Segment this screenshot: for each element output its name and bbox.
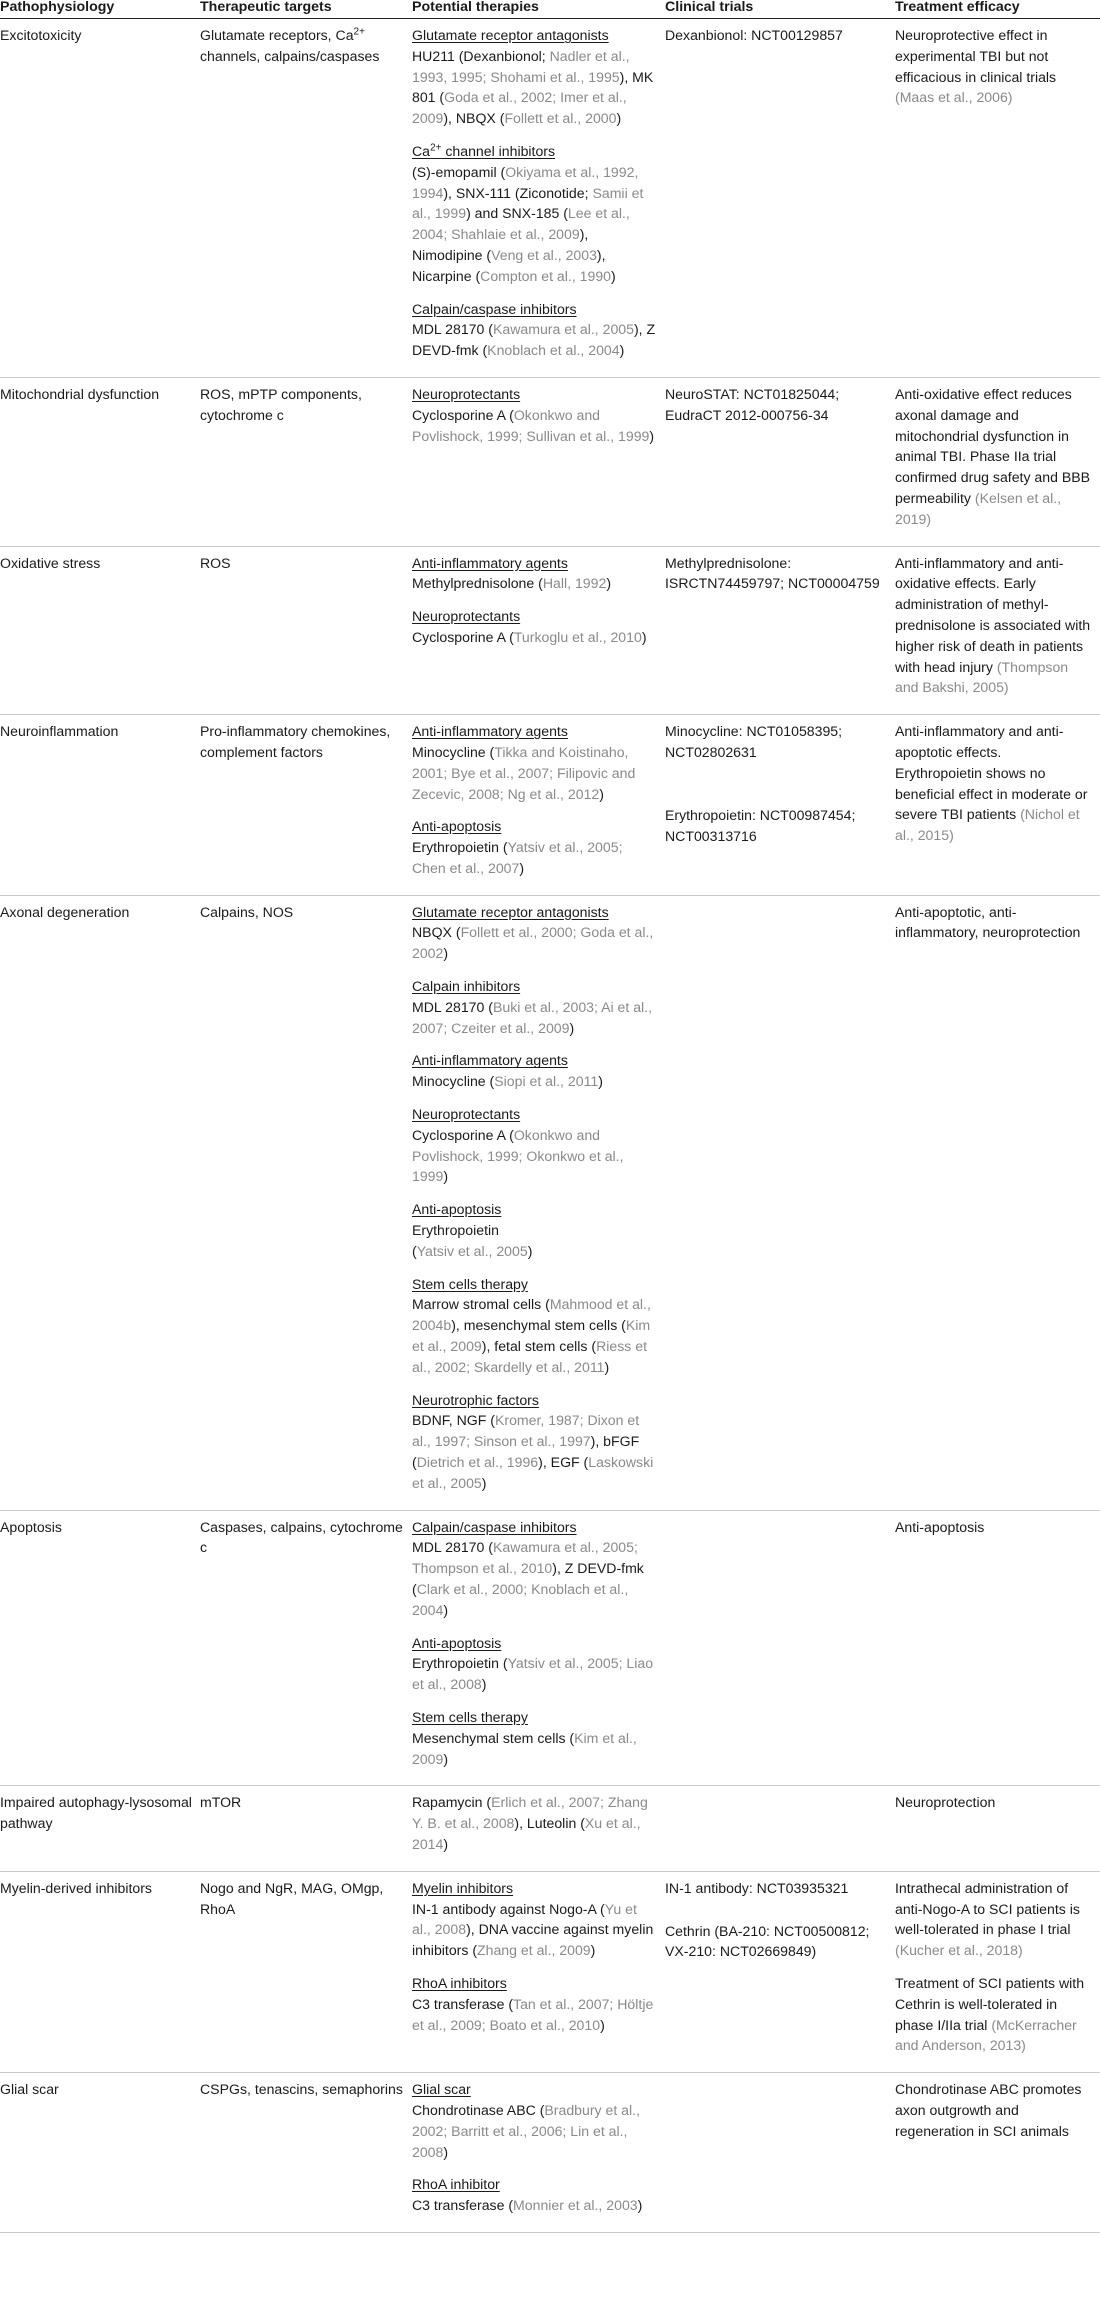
therapy-group [412,553,657,595]
text-run: Chondrotinase ABC promotes axon outgrowth and regeneration in SCI animals [895,2081,1082,2139]
trial-entry [665,1921,887,1963]
text-run: Cethrin (BA-210: NCT00500812; VX-210: NCT02669849) [665,1922,870,1960]
text-run: IN-1 antibody: NCT03935321 [665,1879,849,1896]
pathophysiology-cell: Impaired autophagy-lysosomal pathway [0,1786,200,1871]
citation: (Kucher et al., 2018) [895,1942,1023,1959]
text-run: ), EGF ( [538,1454,589,1471]
table-row [0,546,1100,715]
citation: Mahmood et al., 2004b [412,1296,651,1334]
therapy-group [412,384,657,446]
citation: (Thompson and Bakshi, 2005) [895,658,1069,696]
treatment-efficacy-cell [895,715,1100,896]
therapy-heading-text: Neurotrophic factors [412,1391,539,1408]
text-run: Treatment of SCI patients with Cethrin is well-tolerated in phase I/IIa trial [895,1974,1085,2033]
text-run: Minocycline ( [412,743,495,760]
therapy-heading [412,1973,657,1994]
potential-therapies-cell [412,1786,665,1871]
therapy-heading-text: Anti-apoptosis [412,1201,502,1218]
spacer [665,1899,887,1921]
pathophysiology-cell: Axonal degeneration [0,895,200,1510]
text-run: (S)-emopamil ( [412,163,506,180]
therapy-group [412,141,657,287]
citation: Yatsiv et al., 2005; Liao et al., 2008 [412,1655,654,1693]
trial-entry [665,384,887,426]
therapy-text [412,1653,657,1695]
therapy-text [412,573,657,594]
therapy-group [412,1792,657,1854]
citation: (Maas et al., 2006) [895,89,1013,106]
potential-therapies-cell [412,546,665,715]
text-run: MDL 28170 ( [412,321,493,338]
text-run: ) [527,1242,533,1259]
text-run: ), Z DEVD-fmk ( [412,1560,644,1597]
therapy-heading [412,902,657,923]
text-run: ) [481,1474,487,1491]
text-run: Erythropoietin [412,1222,499,1239]
therapy-group [412,1707,657,1769]
citation: Compton et al., 1990 [480,267,611,284]
therapy-group [412,721,657,804]
citation: Tan et al., 2007; Höltje et al., 2009; Boato et al., 2010 [412,1995,654,2033]
therapy-text [412,997,657,1039]
therapy-heading [412,553,657,574]
citation: Okiyama et al., 1992, 1994 [412,163,639,201]
therapy-text [412,837,657,879]
potential-therapies-cell [412,715,665,896]
citation: Xu et al., 2014 [412,1815,641,1852]
citation: Zhang et al., 2009 [477,1942,591,1959]
treatment-efficacy-cell [895,1510,1100,1786]
therapy-text [412,405,657,447]
header-clinical-trials: Clinical trials [665,0,895,19]
text-run: ), mesenchymal stem cells ( [451,1317,626,1334]
therapy-heading [412,1274,657,1295]
therapy-heading [412,721,657,742]
therapy-heading-text: Glutamate receptor antagonists [412,27,609,43]
therapy-heading-text: Anti-inflammatory agents [412,554,568,571]
therapy-group [412,1274,657,1378]
therapy-group [412,606,657,648]
text-run: Rapamycin ( [412,1794,492,1811]
text-run: Methylprednisolone: ISRCTN74459797; NCT00004759 [665,554,880,592]
therapy-heading [412,1199,657,1220]
therapeutic-targets-cell: mTOR [200,1786,412,1871]
therapy-group [412,1104,657,1187]
treatment-efficacy-cell [895,377,1100,546]
therapy-heading-text: Stem cells therapy [412,1708,528,1725]
clinical-trials-cell [665,895,895,1510]
pathophysiology-cell: Neuroinflammation [0,715,200,896]
treatment-efficacy-cell [895,1871,1100,2072]
citation: Dietrich et al., 1996 [416,1454,539,1471]
therapeutic-targets-cell: ROS [200,546,412,715]
text-run: Chondrotinase ABC ( [412,2101,545,2118]
potential-therapies-cell [412,19,665,378]
treatment-efficacy-cell [895,895,1100,1510]
superscript: 2+ [353,26,365,38]
clinical-trials-cell [665,1510,895,1786]
therapy-group [412,1517,657,1621]
therapy-heading [412,2079,657,2100]
text-run: ), MK 801 ( [412,68,654,106]
citation: Monnier et al., 2003 [513,2197,638,2214]
text-run: ) [606,575,612,592]
text-run: Anti-inflammatory and anti-apoptotic effects. Erythropoietin shows no beneficial effect in moderate or severe TBI patients [895,723,1088,823]
therapy-group [412,1878,657,1961]
text-run: Cyclosporine A ( [412,406,514,423]
pathophysiology-cell: Oxidative stress [0,546,200,715]
therapy-text [412,1294,657,1377]
pathophysiology-cell: Myelin-derived inhibitors [0,1871,200,2072]
citation: Laskowski et al., 2005 [412,1454,654,1491]
text-run: ), Nicarpine ( [412,246,606,284]
potential-therapies-cell [412,377,665,546]
text-run: ), DNA vaccine against myelin inhibitors ( [412,1921,654,1959]
text-run: ) [604,1358,610,1375]
table-row [0,1510,1100,1786]
text-run: ) [519,859,525,876]
therapy-text [412,1728,657,1770]
text-run: Marrow stromal cells ( [412,1296,550,1313]
therapy-heading-text: Neuroprotectants [412,385,521,402]
citation: Lee et al., 2004; Shahlaie et al., 2009 [412,205,630,243]
text-run: Cyclosporine A ( [412,1126,514,1143]
therapy-heading-text: Anti-apoptosis [412,818,502,835]
text-run: ) [598,1073,603,1090]
text-run: ), NBQX ( [443,110,505,127]
citation: Hall, 1992 [542,575,607,592]
text-run: ), SNX-111 (Ziconotide; [443,184,593,201]
text-run: ), Nimodipine ( [412,226,589,263]
header-row [0,0,1100,19]
text-run: Erythropoietin ( [412,1655,508,1672]
header-potential-therapies: Potential therapies [412,0,665,19]
efficacy-entry [895,1973,1092,2056]
table-row [0,895,1100,1510]
therapy-heading [412,1104,657,1125]
text-run: ) [569,1019,575,1036]
citation: Kawamura et al., 2005 [492,321,634,338]
text-run: ), fetal stem cells ( [481,1338,597,1355]
clinical-trials-cell [665,546,895,715]
therapy-group [412,1390,657,1494]
citation: Goda et al., 2002; Imer et al., 2009 [412,89,627,127]
citation: Siopi et al., 2011 [494,1073,599,1090]
text-run: C3 transferase ( [412,1995,514,2012]
citation: Okonkwo and Povlishock, 1999; Sullivan et al., 1999 [412,406,650,444]
citation: Samii et al., 1999 [412,184,644,222]
therapy-heading-text: Myelin inhibitors [412,1879,514,1896]
potential-therapies-cell [412,895,665,1510]
citation: (McKerracher and Anderson, 2013) [895,2016,1077,2054]
therapy-text [412,1899,657,1961]
therapy-heading [412,976,657,997]
table-row [0,1786,1100,1871]
therapeutic-targets-cell: Caspases, calpains, cytochrome c [200,1510,412,1786]
citation: Kawamura et al., 2005; Thompson et al., 2010 [412,1539,638,1577]
therapeutic-targets-cell: ROS, mPTP components, cytochrome c [200,377,412,546]
text-run: ) [443,1168,449,1185]
text-run: ), bFGF ( [412,1433,640,1471]
text-run: ) [443,1750,449,1767]
text-run: Glutamate receptors, Ca [200,27,354,43]
text-run: ( [412,1242,417,1259]
citation: Tikka and Koistinaho, 2001; Bye et al., 2007; Filipovic and Zecevic, 2008; Ng et al., 2012 [412,743,636,802]
therapy-text [412,1125,657,1187]
potential-therapies-cell [412,2073,665,2233]
trial-entry [665,805,887,847]
text-run: ) [641,628,647,645]
therapeutic-targets-cell: Pro-inflammatory chemokines, complement factors [200,715,412,896]
text-run: Neuroprotective effect in experimental TBI but not efficacious in clinical trials [895,27,1057,85]
trial-entry [665,553,887,595]
pathophysiology-cell: Mitochondrial dysfunction [0,377,200,546]
therapy-group [412,2079,657,2162]
therapy-group [412,1973,657,2035]
efficacy-entry [895,1878,1092,1961]
text-run: Anti-apoptotic, anti-inflammatory, neuroprotection [895,903,1081,941]
clinical-trials-cell [665,715,895,896]
clinical-trials-cell [665,2073,895,2233]
therapy-text [412,319,657,361]
text-run: MDL 28170 ( [412,998,493,1015]
treatment-efficacy-cell [895,1786,1100,1871]
text-run: NBQX ( [412,924,461,941]
potential-therapies-cell [412,1510,665,1786]
spacer [665,763,887,805]
pathophysiology-cell: Glial scar [0,2073,200,2233]
therapy-text [412,2195,657,2216]
citation: Nadler et al., 1993, 1995; Shohami et al., 1995 [412,47,630,85]
therapy-heading-text: Neuroprotectants [412,1106,521,1123]
header-treatment-efficacy: Treatment efficacy [895,0,1100,19]
therapy-group [412,2174,657,2216]
therapy-heading-text: Anti-inflammatory agents [412,1052,568,1069]
therapy-group [412,1199,657,1261]
text-run: NeuroSTAT: NCT01825044; EudraCT 2012-000756-34 [665,385,840,423]
superscript: 2+ [430,142,442,154]
text-run: Erythropoietin: NCT00987454; NCT00313716 [665,806,856,844]
pathophysiology-cell: Excitotoxicity [0,19,200,378]
citation: Knoblach et al., 2004 [487,342,620,359]
potential-therapies-cell [412,1871,665,2072]
therapy-group [412,25,657,129]
text-run: Dexanbionol: NCT00129857 [665,27,843,43]
citation: Veng et al., 2003 [491,246,597,263]
therapy-heading-text: Glial scar [412,2081,471,2098]
therapy-heading-text: RhoA inhibitor [412,2176,500,2193]
therapy-heading [412,384,657,405]
treatment-efficacy-cell [895,2073,1100,2233]
text-run: ) [443,2143,449,2160]
therapy-text [412,1994,657,2036]
text-run: Minocycline ( [412,1073,495,1090]
therapy-heading [412,141,657,162]
clinical-trials-cell [665,377,895,546]
therapy-heading-text: Anti-inflammatory agents [412,723,568,740]
table-row [0,377,1100,546]
text-run: Anti-inflammatory and anti-oxidative effects. Early administration of methyl-prednisolone is associated with higher risk of death in patients with head injury [895,554,1091,675]
therapy-heading [412,299,657,320]
table-row [0,2073,1100,2233]
therapy-group [412,902,657,964]
text-run: ) [481,1676,487,1693]
citation: Kromer, 1987; Dixon et al., 1997; Sinson et al., 1997 [412,1412,640,1450]
clinical-trials-cell [665,19,895,378]
therapy-text [412,162,657,287]
therapy-text [412,2100,657,2162]
text-run: ) [443,1835,449,1852]
trial-entry [665,1878,887,1899]
therapy-heading-text: Calpain/caspase inhibitors [412,1518,577,1535]
citation: Buki et al., 2003; Ai et al., 2007; Czeiter et al., 2009 [412,998,652,1036]
text-run: ) [600,2016,605,2033]
table-body [0,19,1100,2233]
text-run: Cyclosporine A ( [412,628,514,645]
citation: Follett et al., 2000; Goda et al., 2002 [412,924,654,962]
text-run: Intrathecal administration of anti-Nogo-A to SCI patients is well-tolerated in phase I trial [895,1879,1080,1938]
citation: Kim et al., 2009 [412,1729,637,1767]
text-run: ) [599,785,604,802]
clinical-trials-cell [665,1786,895,1871]
therapy-text [412,742,657,804]
therapy-heading [412,1390,657,1411]
text-run: Erythropoietin ( [412,839,508,856]
text-run: ) [443,945,449,962]
table-row [0,1871,1100,2072]
therapy-group [412,816,657,878]
therapy-heading [412,1050,657,1071]
therapy-heading-text: Calpain/caspase inhibitors [412,300,577,317]
therapeutic-targets-cell: Calpains, NOS [200,895,412,1510]
header-pathophysiology: Pathophysiology [0,0,200,19]
therapeutic-targets-cell: Nogo and NgR, MAG, OMgp, RhoA [200,1871,412,2072]
text-run: ) [616,110,622,127]
therapy-heading [412,2174,657,2195]
therapy-heading [412,1517,657,1538]
therapy-heading-text: $Ca^{2+}$ channel inhibitors [412,142,556,159]
therapy-group [412,1050,657,1092]
trial-entry [665,25,887,46]
therapy-heading-text: RhoA inhibitors [412,1974,507,1991]
therapy-group [412,1633,657,1695]
header-therapeutic-targets: Therapeutic targets [200,0,412,19]
citation: Yu et al., 2008 [412,1900,637,1938]
text-run: Anti-apoptosis [895,1518,985,1535]
therapy-text [412,46,657,129]
citation: Follett et al., 2000 [504,110,617,127]
citation: (Kelsen et al., 2019) [895,489,1062,527]
therapy-group [412,976,657,1038]
therapy-text [412,1792,657,1854]
text-run: ) and SNX-185 ( [466,205,568,222]
therapy-heading [412,1707,657,1728]
therapy-heading-text: Neuroprotectants [412,608,521,625]
text-run: Mesenchymal stem cells ( [412,1729,575,1746]
text-run: C3 transferase ( [412,2197,514,2214]
text-run: ) [637,2197,643,2214]
text-run: MDL 28170 ( [412,1539,493,1556]
therapy-heading-text: Glutamate receptor antagonists [412,903,609,920]
table-row [0,19,1100,378]
therapy-heading [412,816,657,837]
citation: (Nichol et al., 2015) [895,806,1080,844]
text-run: Neuroprotection [895,1794,996,1811]
clinical-trials-cell [665,1871,895,2072]
text-run: IN-1 antibody against Nogo-A ( [412,1900,605,1917]
therapy-heading-text: Anti-apoptosis [412,1634,502,1651]
text-run: ) [443,1601,449,1618]
citation: Clark et al., 2000; Knoblach et al., 2004 [412,1581,629,1618]
table-row [0,715,1100,896]
citation: Yatsiv et al., 2005 [416,1242,528,1259]
text-run: ) [619,342,625,359]
text-run: BDNF, NGF ( [412,1412,495,1429]
therapy-text [412,1537,657,1620]
text-run: ) [590,1942,596,1959]
pathophysiology-cell: Apoptosis [0,1510,200,1786]
citation: Kim et al., 2009 [412,1317,651,1355]
citation: Yatsiv et al., 2005; Chen et al., 2007 [412,839,623,876]
therapy-heading [412,1878,657,1899]
therapy-text [412,1410,657,1493]
treatment-efficacy-cell [895,19,1100,378]
therapy-text [412,922,657,964]
text-run: ), Z DEVD-fmk ( [412,321,656,359]
citation: Erlich et al., 2007; Zhang Y. B. et al., 2008 [412,1794,648,1832]
text-run: Anti-oxidative effect reduces axonal damage and mitochondrial dysfunction in animal TBI. Phase IIa trial confirmed drug safety and BBB permeability [895,385,1091,506]
citation: Turkoglu et al., 2010 [513,628,642,645]
therapeutic-targets-cell [200,19,412,378]
citation: Riess et al., 2002; Skardelly et al., 2011 [412,1338,648,1375]
trial-entry [665,721,887,763]
therapy-heading [412,606,657,627]
text-run: Minocycline: NCT01058395; NCT02802631 [665,723,843,760]
therapy-text [412,627,657,648]
text-run: Methylprednisolone ( [412,575,543,592]
citation: Okonkwo and Povlishock, 1999; Okonkwo et al., 1999 [412,1126,624,1185]
therapy-heading-text: Calpain inhibitors [412,978,521,995]
text-run: channels, calpains/caspases [200,47,380,64]
therapeutic-targets-cell: CSPGs, tenascins, semaphorins [200,2073,412,2233]
therapy-text [412,1220,657,1262]
text-run: ) [649,427,655,444]
text-run: ), Luteolin ( [514,1815,585,1832]
therapy-heading [412,25,657,46]
therapy-text [412,1071,657,1092]
therapy-group [412,299,657,361]
citation: Bradbury et al., 2002; Barritt et al., 2006; Lin et al., 2008 [412,2101,640,2160]
text-run: ) [611,267,616,284]
text-run: HU211 (Dexanbionol; [412,47,550,64]
treatment-efficacy-cell [895,546,1100,715]
therapy-heading-text: Stem cells therapy [412,1275,528,1292]
therapy-heading [412,1633,657,1654]
